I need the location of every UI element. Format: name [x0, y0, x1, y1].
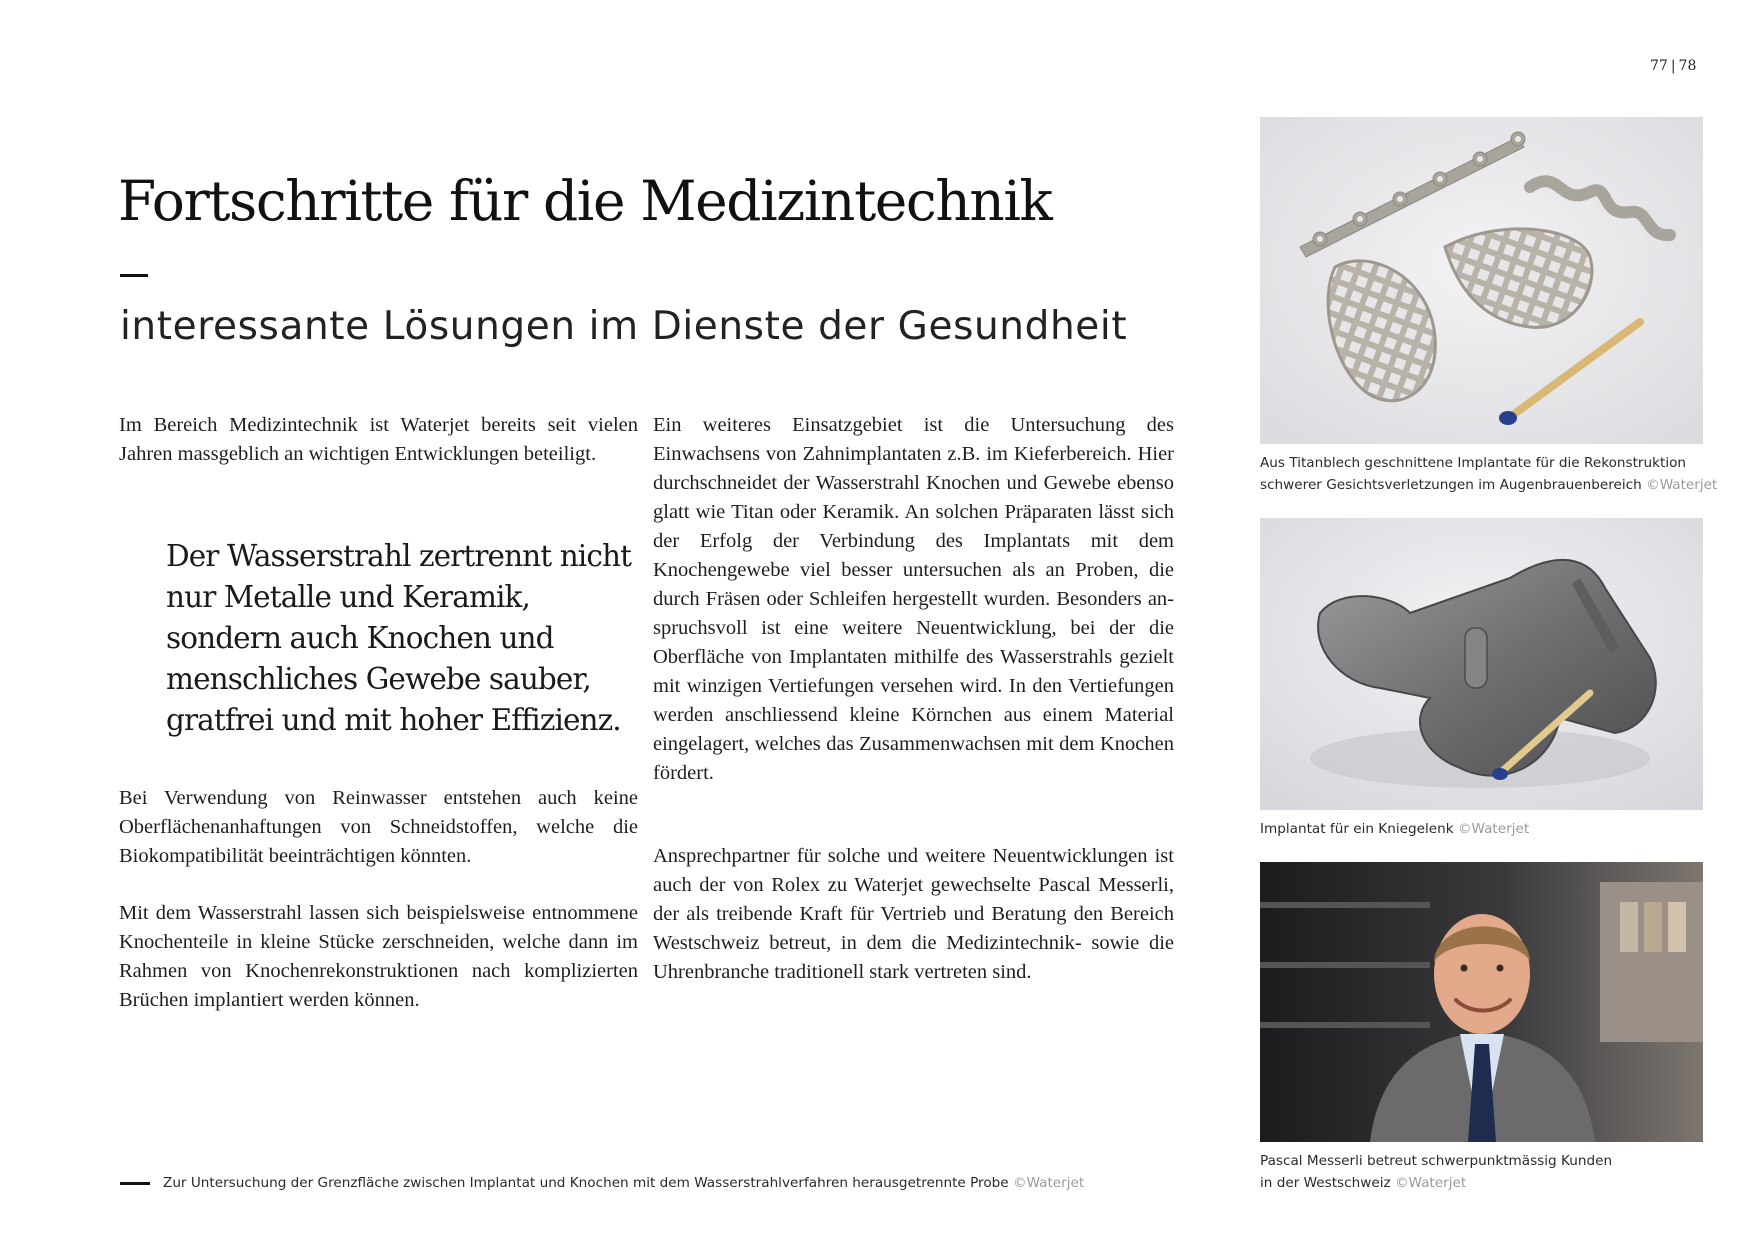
photo1-caption [1260, 452, 1717, 496]
col1-paragraph-1: Im Bereich Medizintechnik ist Waterjet bereits seit vielen Jahren massgeblich an wichtigen Entwicklungen beteiligt. [119, 414, 638, 465]
page-number-right: 78 [1678, 58, 1697, 74]
photo2-caption-credit: ©Waterjet [1457, 821, 1530, 837]
col1-paragraph-2: Bei Verwendung von Reinwasser entstehen auch keine Oberflächenanhaftungen von Schneidstoffen, welche die Biokompatibilität beeinträchtigen könnten. [119, 787, 638, 867]
titanium-implant-photo [1260, 117, 1703, 444]
page-subtitle: interessante Lösungen im Dienste der Gesundheit [120, 304, 1128, 349]
knee-implant-photo [1260, 518, 1703, 810]
pull-quote: Der Wasserstrahl zertrennt nicht nur Metalle und Keramik, sondern auch Knochen und menschliches Gewebe sauber, gratfrei und mit hoher Effizienz. [166, 539, 632, 737]
photo1-caption-line1: Aus Titanblech geschnittene Implantate für die Rekonstruktion [1260, 455, 1687, 471]
title-dash-divider [120, 274, 148, 277]
photo3-caption-credit: ©Waterjet [1394, 1175, 1467, 1191]
col2-paragraph-2: Ansprechpartner für solche und weitere Neuentwicklungen ist auch der von Rolex zu Waterjet gewechselte Pascal Messerli, der als treibende Kraft für Vertrieb und Beratung den Bereich Westschweiz betreut, in dem die Medizintechnik- sowie die Uhrenbranche traditionell stark vertreten sind. [653, 845, 1174, 983]
photo2-caption [1260, 818, 1529, 840]
photo1-caption-credit: ©Waterjet [1646, 477, 1718, 493]
col1-paragraph-3: Mit dem Wasserstrahl lassen sich beispielsweise entnommene Knochenteile in kleine Stücke zerschneiden, welche dann im Rahmen von Knochenrekonstruktionen nach komplizierten Brüchen implantiert werden können. [119, 902, 638, 1011]
bottom-caption-credit: ©Waterjet [1012, 1175, 1085, 1191]
caption-dash [120, 1182, 150, 1185]
photo1-caption-line2: schwerer Gesichtsverletzungen im Augenbrauenbereich [1260, 477, 1642, 493]
photo3-caption [1260, 1150, 1612, 1194]
bottom-caption-text: Zur Untersuchung der Grenzfläche zwischen Implantat und Knochen mit dem Wasserstrahlverfahren herausgetrennte Probe [163, 1175, 1009, 1191]
col2-paragraph-1: Ein weiteres Einsatzgebiet ist die Untersuchung des Einwachsens von Zahnimplantaten z.B. im Kieferbereich. Hier durchschneidet der Wasserstrahl Knochen und Gewebe ebenso glatt wie Titan oder Keramik. An solchen Präparaten lässt sich der Erfolg der Verbindung des Implantats mit dem Knochengewebe viel besser untersuchen als an Proben, die durch Fräsen oder Schleifen hergestellt wurden. Besonders anspruchsvoll ist eine weitere Neuentwicklung, bei der die Oberfläche von Implantaten mithilfe des Wasserstrahls gezielt mit winzigen Vertiefungen versehen wird. In den Vertiefungen werden anschliessend kleine Körnchen aus einem Material eingelagert, welches das Zusammenwachsen mit dem Knochen fördert. [653, 414, 1174, 784]
page-number [1650, 58, 1696, 74]
photo2-caption-line1: Implantat für ein Kniegelenk [1260, 821, 1454, 837]
page-number-separator: | [1670, 58, 1676, 74]
portrait-photo [1260, 862, 1703, 1142]
photo3-caption-line1: Pascal Messerli betreut schwerpunktmässig Kunden [1260, 1153, 1613, 1169]
bottom-caption [163, 1172, 1084, 1194]
page-title: Fortschritte für die Medizintechnik [118, 169, 1052, 233]
page-number-left: 77 [1650, 58, 1668, 74]
photo3-caption-line2: in der Westschweiz [1260, 1175, 1391, 1191]
